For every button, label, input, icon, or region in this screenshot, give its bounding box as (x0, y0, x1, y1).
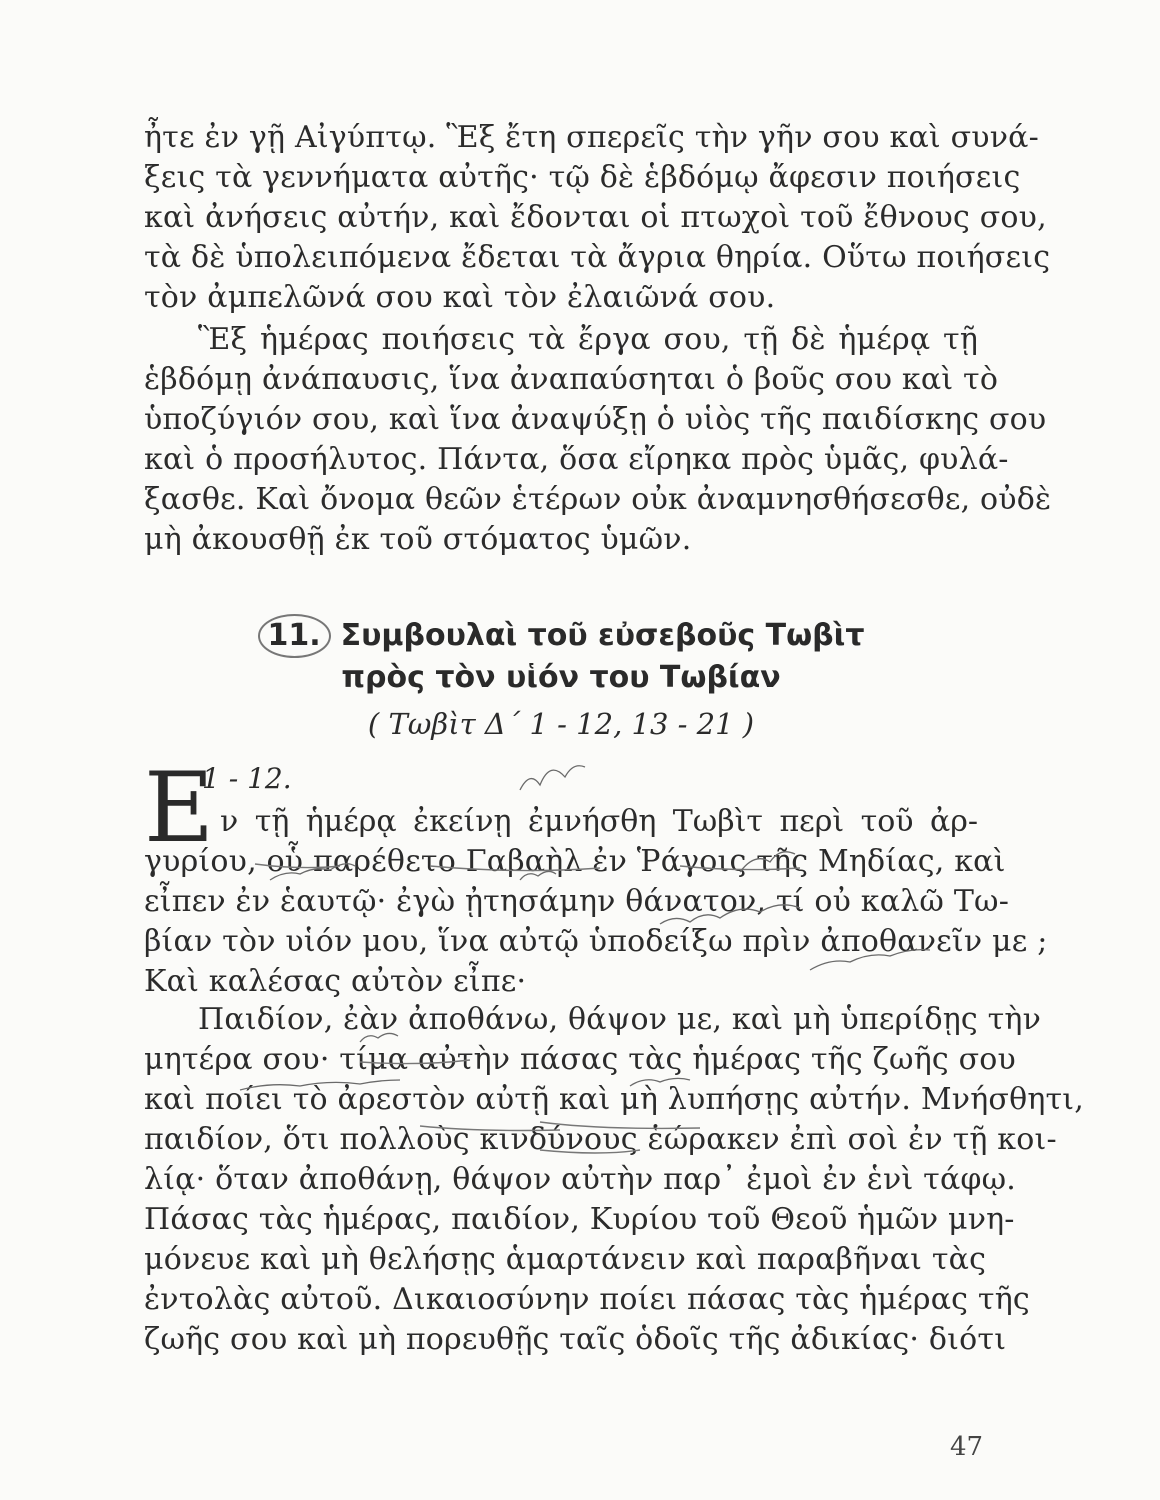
text-line: καὶ ἀνήσεις αὐτήν, καὶ ἔδονται οἱ πτωχοὶ τοῦ ἔθνους σου, (144, 200, 1047, 235)
section-number: 11. (258, 614, 331, 658)
drop-cap: Ε (144, 752, 215, 864)
text-line: μόνευε καὶ μὴ θελήσῃς ἁμαρτάνειν καὶ παραβῆναι τὰς (144, 1242, 987, 1277)
text-line: ἑβδόμῃ ἀνάπαυσις, ἵνα ἀναπαύσηται ὁ βοῦς σου καὶ τὸ (144, 362, 999, 397)
text-line: παιδίον, ὅτι πολλοὺς κινδύνους ἑώρακεν ἐπὶ σοὶ ἐν τῇ κοι- (144, 1122, 1057, 1157)
text-line: Καὶ καλέσας αὐτὸν εἶπε· (144, 964, 527, 999)
text-line: ἦτε ἐν γῇ Αἰγύπτῳ. Ἓξ ἔτη σπερεῖς τὴν γῆν σου καὶ συνά- (144, 120, 1039, 155)
section-subtitle (144, 658, 978, 698)
text-line: βίαν τὸν υἱόν μου, ἵνα αὐτῷ ὑποδείξω πρὶν ἀποθανεῖν με ; (144, 924, 1048, 959)
text-line: Ἓξ ἡμέρας ποιήσεις τὰ ἔργα σου, τῇ δὲ ἡμέρᾳ τῇ (198, 322, 978, 357)
text-line: ὑποζύγιόν σου, καὶ ἵνα ἀναψύξῃ ὁ υἱὸς τῆς παιδίσκης σου (144, 402, 1047, 437)
text-line: τὰ δὲ ὑπολειπόμενα ἔδεται τὰ ἄγρια θηρία. Οὕτω ποιήσεις (144, 240, 1051, 275)
text-line: ξασθε. Καὶ ὄνομα θεῶν ἑτέρων οὐκ ἀναμνησθήσεσθε, οὐδὲ (144, 482, 1052, 517)
text-line: μητέρα σου· τίμα αὐτὴν πάσας τὰς ἡμέρας τῆς ζωῆς σου (144, 1042, 1016, 1077)
verse-label: 1 - 12. (202, 762, 292, 795)
page-number: 47 (950, 1432, 984, 1462)
text-line: ξεις τὰ γεννήματα αὐτῆς· τῷ δὲ ἑβδόμῳ ἄφεσιν ποιήσεις (144, 160, 1021, 195)
scripture-reference: ( Τωβὶτ Δ΄ 1 - 12, 13 - 21 ) (367, 707, 755, 741)
text-line: γυρίου, οὗ παρέθετο Γαβαὴλ ἐν Ῥάγοις τῆς Μηδίας, καὶ (144, 844, 1006, 879)
section-title-line-2: πρὸς τὸν υἱόν του Τωβίαν (341, 660, 781, 695)
text-line: ἐντολὰς αὐτοῦ. Δικαιοσύνην ποίει πάσας τὰς ἡμέρας τῆς (144, 1282, 1030, 1317)
text-line: λίᾳ· ὅταν ἀποθάνῃ, θάψον αὐτὴν παρ᾽ ἐμοὶ ἐν ἑνὶ τάφῳ. (144, 1162, 1017, 1197)
text-line: Παιδίον, ἐὰν ἀποθάνω, θάψον με, καὶ μὴ ὑπερίδῃς τὴν (198, 1002, 1042, 1037)
text-line: καὶ ποίει τὸ ἀρεστὸν αὐτῇ καὶ μὴ λυπήσῃς αὐτήν. Μνήσθητι, (144, 1082, 1084, 1117)
text-line: Πάσας τὰς ἡμέρας, παιδίον, Κυρίου τοῦ Θεοῦ ἡμῶν μνη- (144, 1202, 1015, 1237)
section-title-line-1: Συμβουλαὶ τοῦ εὐσεβοῦς Τωβὶτ (340, 618, 865, 653)
text-line: ζωῆς σου καὶ μὴ πορευθῇς ταῖς ὁδοῖς τῆς ἀδικίας· διότι (144, 1322, 1007, 1357)
text-line: μὴ ἀκουσθῇ ἐκ τοῦ στόματος ὑμῶν. (144, 522, 692, 557)
text-line: καὶ ὁ προσήλυτος. Πάντα, ὅσα εἴρηκα πρὸς ὑμᾶς, φυλά- (144, 442, 1009, 477)
text-line: τὸν ἀμπελῶνά σου καὶ τὸν ἐλαιῶνά σου. (144, 280, 776, 315)
text-line: ν τῇ ἡμέρᾳ ἐκείνῃ ἐμνήσθη Τωβὶτ περὶ τοῦ ἀρ- (220, 804, 978, 839)
text-line: εἶπεν ἐν ἑαυτῷ· ἐγὼ ᾐτησάμην θάνατον, τί οὐ καλῶ Τω- (144, 884, 1010, 919)
section-title (144, 614, 978, 658)
